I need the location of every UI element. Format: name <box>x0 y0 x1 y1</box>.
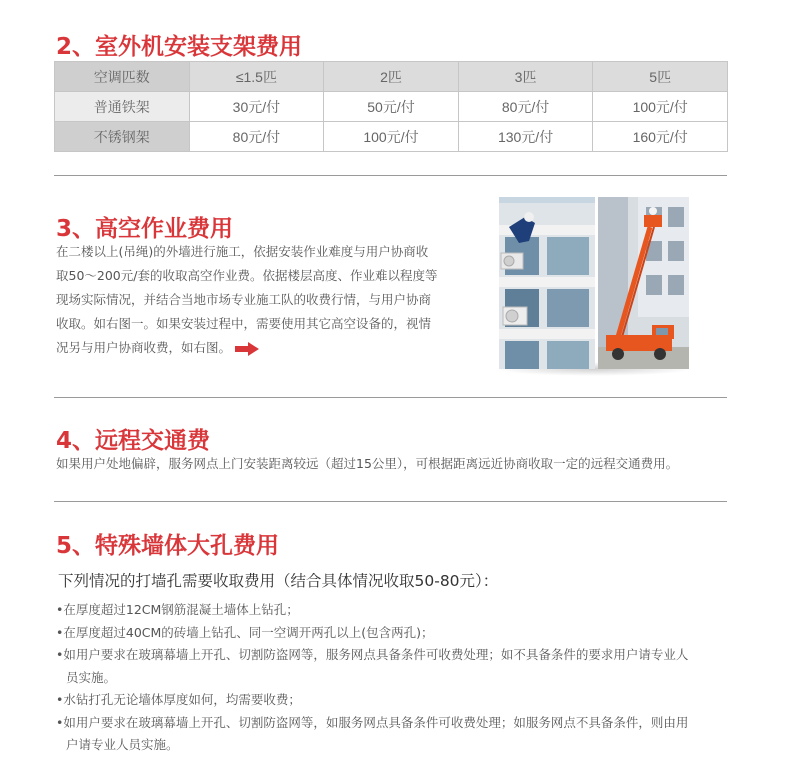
table-cell: 不锈钢架 <box>55 122 190 152</box>
table-header-row <box>55 62 728 92</box>
section-divider <box>54 175 727 176</box>
section4-title: 4、远程交通费 <box>56 428 211 454</box>
table-cell: 100元/付 <box>324 122 459 152</box>
section5-title: 5、特殊墙体大孔费用 <box>56 533 280 559</box>
table-header-cell: 3匹 <box>458 62 593 92</box>
list-item: •在厚度超过12CM钢筋混凝土墙体上钻孔； <box>56 602 299 617</box>
table-header-cell: 2匹 <box>324 62 459 92</box>
table-cell: 160元/付 <box>593 122 728 152</box>
table-header-cell: 5匹 <box>593 62 728 92</box>
building-facade-illustration <box>499 197 595 369</box>
section-divider <box>54 501 727 502</box>
paragraph-line-text: 况另与用户协商收费，如右图。 <box>56 340 232 355</box>
table-cell: 130元/付 <box>458 122 593 152</box>
paragraph-line: 在二楼以上(吊绳)的外墙进行施工，依据安装作业难度与用户协商收 <box>56 244 429 259</box>
table-header-cell: 空调匹数 <box>55 62 190 92</box>
list-item: •水钻打孔无论墙体厚度如何，均需要收费； <box>56 692 301 707</box>
section3-title: 3、高空作业费用 <box>56 216 234 242</box>
highrise-installer-photo <box>499 197 595 369</box>
table-cell: 100元/付 <box>593 92 728 122</box>
table-header-cell: ≤1.5匹 <box>189 62 324 92</box>
arrow-right-icon <box>235 342 259 356</box>
table-cell: 80元/付 <box>458 92 593 122</box>
table-row <box>55 92 728 122</box>
table-cell: 80元/付 <box>189 122 324 152</box>
bracket-fee-table <box>54 61 728 152</box>
section4-text: 如果用户处地偏辟，服务网点上门安装距离较远（超过15公里），可根据距离远近协商收取一定的远程交通费用。 <box>56 456 679 471</box>
paragraph-line: 收取。如右图一。如果安装过程中，需要使用其它高空设备的，视情 <box>56 316 432 331</box>
list-item: •在厚度超过40CM的砖墙上钻孔、同一空调开两孔以上(包含两孔)； <box>56 624 434 640</box>
section-divider <box>54 397 727 398</box>
list-item-continuation: 员实施。 <box>66 669 117 685</box>
table-cell: 30元/付 <box>189 92 324 122</box>
section5-bullet-list <box>56 599 688 757</box>
paragraph-line: 取50～200元/套的收取高空作业费。依据楼层高度、作业难以程度等 <box>56 268 438 283</box>
list-item-continuation: 户请专业人员实施。 <box>66 737 179 752</box>
list-item: •如用户要求在玻璃幕墙上开孔、切割防盗网等，如服务网点具备条件可收费处理；如服务网点不具备条件，则由用 <box>56 714 689 730</box>
aerial-lift-illustration <box>598 197 689 369</box>
table-cell: 普通铁架 <box>55 92 190 122</box>
section3-paragraph <box>56 240 486 360</box>
paragraph-line: 现场实际情况，并结合当地市场专业施工队的收费行情，与用户协商 <box>56 292 432 307</box>
paragraph-line-last <box>56 336 486 360</box>
table-row <box>55 122 728 152</box>
aerial-lift-photo <box>598 197 689 369</box>
list-item: •如用户要求在玻璃幕墙上开孔、切割防盗网等，服务网点具备条件可收费处理；如不具备条件的要求用户请专业人 <box>56 647 689 662</box>
section2-title: 2、室外机安装支架费用 <box>56 34 303 60</box>
section5-subtitle: 下列情况的打墙孔需要收取费用（结合具体情况收取50-80元）： <box>58 572 499 590</box>
table-cell: 50元/付 <box>324 92 459 122</box>
